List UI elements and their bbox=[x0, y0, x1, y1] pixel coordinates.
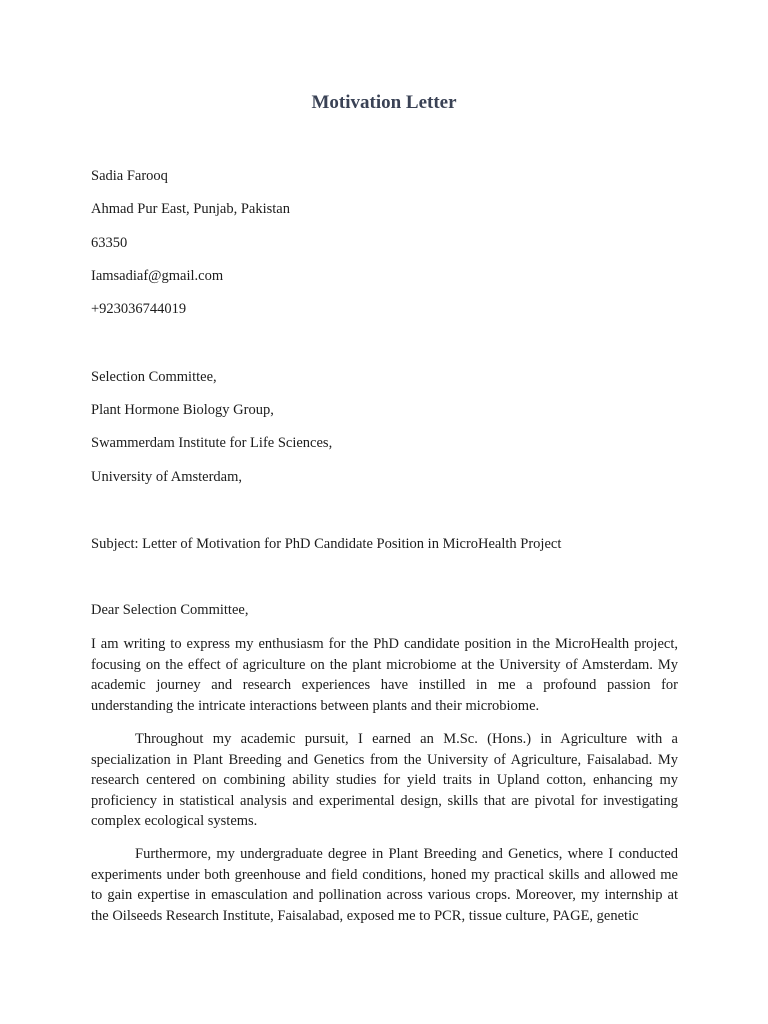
body-paragraph-2: Throughout my academic pursuit, I earned an M.Sc. (Hons.) in Agriculture with a specialization in Plant Breeding and Genetics from the University of Agriculture, Faisalabad. My research centered on combining ability studies for yield traits in Upland cotton, enhancing my proficiency in statistical analysis and experimental design, skills that are pivotal for investigating complex ecological systems. bbox=[91, 731, 678, 830]
body-paragraph-1: I am writing to express my enthusiasm for the PhD candidate position in the MicroHealth project, focusing on the effect of agriculture on the plant microbiome at the University of Amsterdam. My academic journey and research experiences have instilled in me a profound passion for understanding the intricate interactions between plants and their microbiome. bbox=[91, 636, 678, 714]
recipient-line-4: University of Amsterdam, bbox=[91, 469, 243, 485]
document-title: Motivation Letter bbox=[311, 92, 457, 113]
recipient-line-1: Selection Committee, bbox=[91, 369, 217, 385]
sender-address: Ahmad Pur East, Punjab, Pakistan bbox=[91, 201, 290, 217]
sender-email: Iamsadiaf@gmail.com bbox=[91, 268, 224, 284]
sender-postal-code: 63350 bbox=[91, 235, 128, 251]
sender-phone: +923036744019 bbox=[91, 301, 187, 317]
recipient-line-3: Swammerdam Institute for Life Sciences, bbox=[91, 435, 333, 451]
salutation: Dear Selection Committee, bbox=[91, 602, 249, 618]
recipient-line-2: Plant Hormone Biology Group, bbox=[91, 402, 274, 418]
body-paragraph-3: Furthermore, my undergraduate degree in Plant Breeding and Genetics, where I conducted experiments under both greenhouse and field conditions, honed my practical skills and allowed me to gain expertise in emasculation and pollination across various crops. Moreover, my internship at the Oilseeds Research Institute, Faisalabad, exposed me to PCR, tissue culture, PAGE, genetic bbox=[91, 846, 678, 924]
subject-line: Subject: Letter of Motivation for PhD Candidate Position in MicroHealth Project bbox=[91, 536, 562, 552]
sender-name: Sadia Farooq bbox=[91, 168, 168, 184]
